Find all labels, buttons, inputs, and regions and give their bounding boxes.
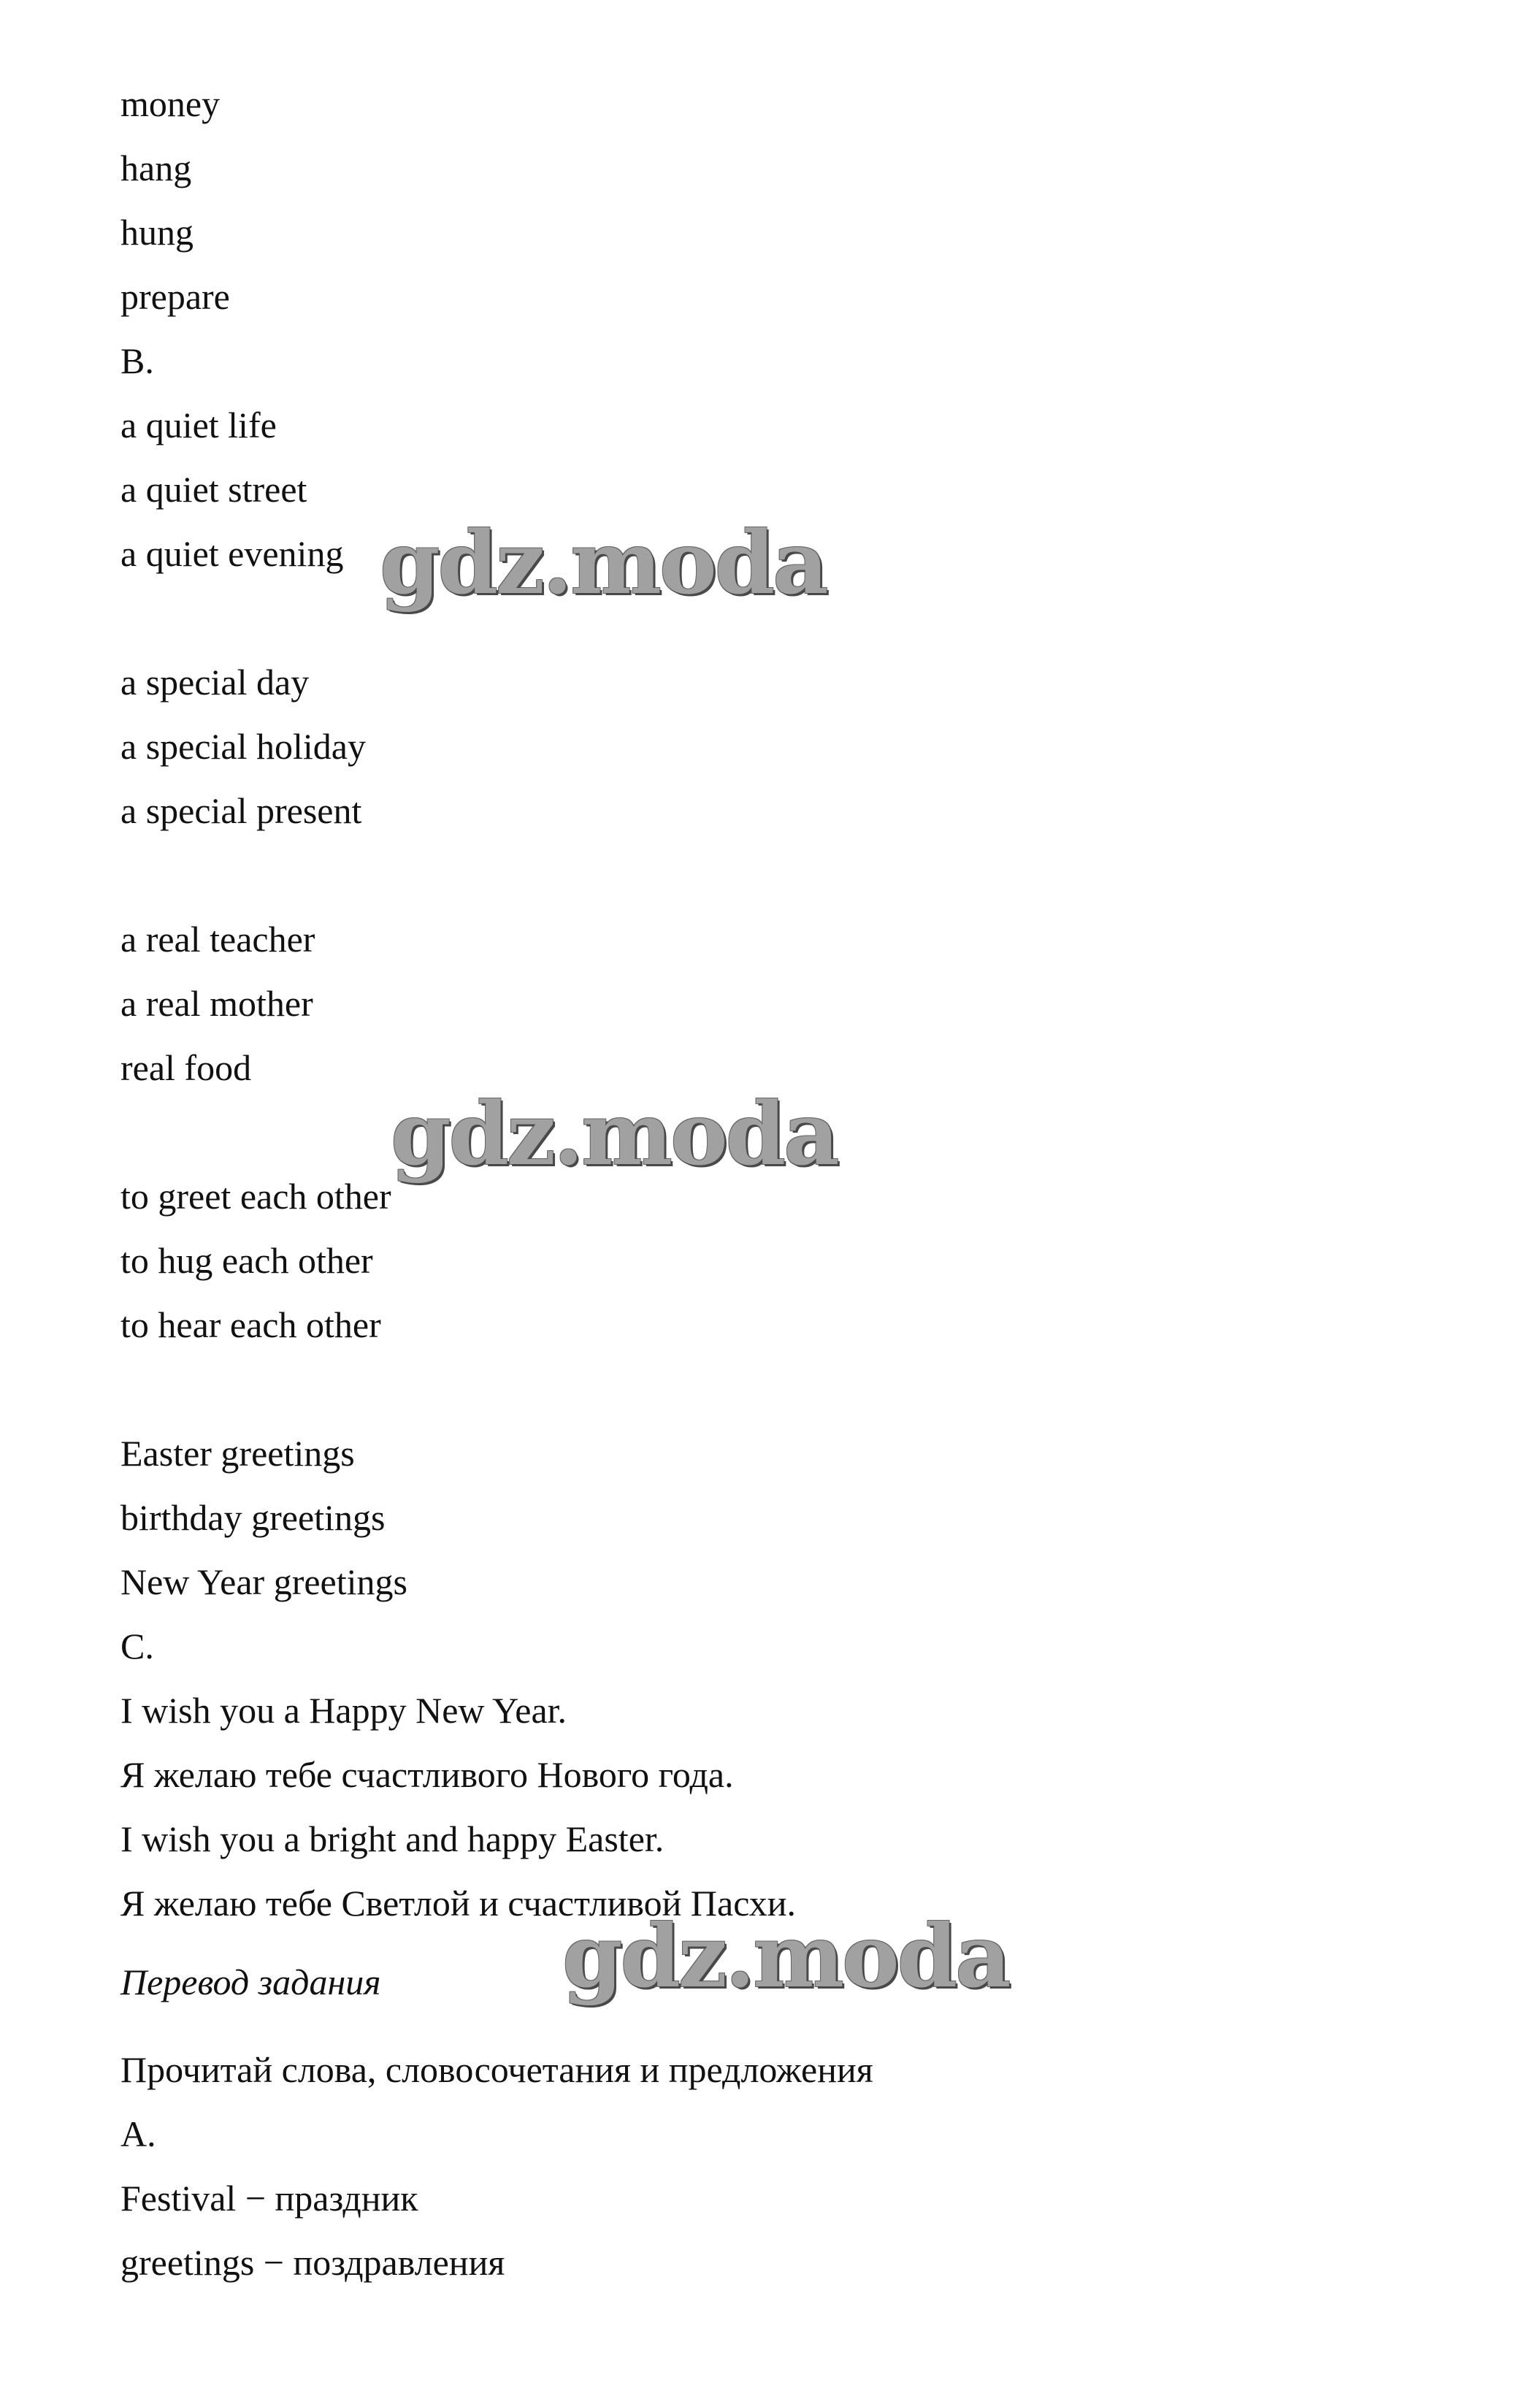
sentence-easter-en: I wish you a bright and happy Easter.	[120, 1818, 664, 1859]
sentence-easter-ru: Я желаю тебе Светлой и счастливой Пасхи.	[120, 1883, 797, 1924]
phrase-new-year-greetings: New Year greetings	[120, 1561, 407, 1602]
watermark-logo: gdz.moda	[380, 512, 827, 613]
watermark-logo: gdz.moda	[391, 1083, 838, 1185]
phrase-real-teacher: a real teacher	[120, 919, 315, 960]
phrase-birthday-greetings: birthday greetings	[120, 1497, 386, 1538]
phrase-quiet-life: a quiet life	[120, 405, 277, 445]
word-money: money	[120, 83, 221, 124]
word-prepare: prepare	[120, 276, 230, 317]
translation-heading: Перевод задания	[120, 1962, 381, 2002]
phrase-hear-each-other: to hear each other	[120, 1304, 381, 1345]
sentence-new-year-ru: Я желаю тебе счастливого Нового года.	[120, 1754, 734, 1795]
phrase-easter-greetings: Easter greetings	[120, 1433, 355, 1474]
phrase-real-food: real food	[120, 1047, 252, 1088]
phrase-special-day: a special day	[120, 662, 310, 703]
phrase-real-mother: a real mother	[120, 983, 313, 1024]
phrase-special-present: a special present	[120, 790, 362, 831]
phrase-greet-each-other: to greet each other	[120, 1176, 391, 1217]
section-b-label: B.	[120, 340, 154, 381]
instruction-text: Прочитай слова, словосочетания и предложения	[120, 2049, 873, 2090]
watermark-logo: gdz.moda	[562, 1905, 1009, 2007]
section-a-label: A.	[120, 2113, 156, 2154]
section-c-label: C.	[120, 1626, 154, 1666]
vocab-greetings: greetings − поздравления	[120, 2242, 505, 2283]
word-hang: hang	[120, 148, 192, 188]
phrase-special-holiday: a special holiday	[120, 726, 366, 767]
phrase-quiet-street: a quiet street	[120, 469, 307, 510]
phrase-hug-each-other: to hug each other	[120, 1240, 373, 1281]
sentence-new-year-en: I wish you a Happy New Year.	[120, 1690, 567, 1731]
word-hung: hung	[120, 212, 194, 253]
phrase-quiet-evening: a quiet evening	[120, 533, 344, 574]
vocab-festival: Festival − праздник	[120, 2178, 418, 2219]
